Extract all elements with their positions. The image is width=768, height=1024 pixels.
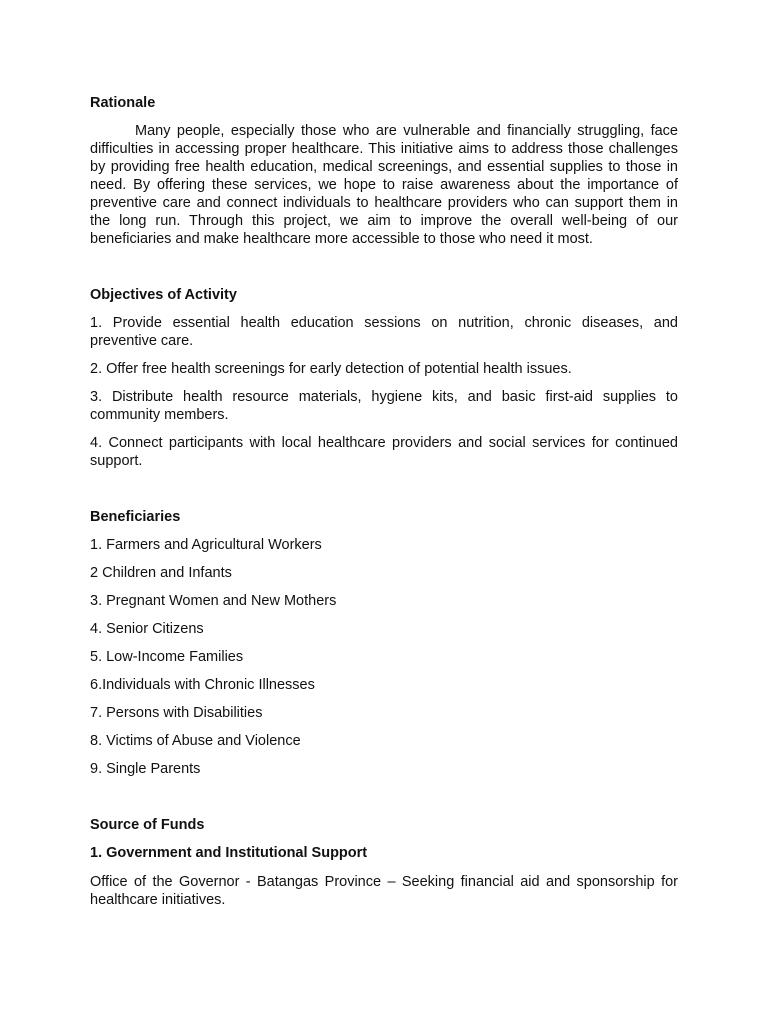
objective-item: 3. Distribute health resource materials, hygiene kits, and basic first-aid supplies to community members. <box>90 389 678 423</box>
beneficiaries-section <box>90 508 678 778</box>
funds-subheading: 1. Government and Institutional Support <box>90 845 368 861</box>
beneficiary-item: 7. Persons with Disabilities <box>90 705 263 721</box>
section-spacer <box>90 248 678 286</box>
beneficiary-item: 3. Pregnant Women and New Mothers <box>90 593 337 609</box>
document-body <box>90 94 678 909</box>
beneficiary-item: 4. Senior Citizens <box>90 621 204 637</box>
funds-section <box>90 816 678 909</box>
objective-item: 4. Connect participants with local healthcare providers and social services for continued support. <box>90 435 678 469</box>
objectives-heading: Objectives of Activity <box>90 287 237 303</box>
beneficiary-item: 8. Victims of Abuse and Violence <box>90 733 301 749</box>
beneficiaries-heading: Beneficiaries <box>90 509 181 525</box>
rationale-paragraph: Many people, especially those who are vulnerable and financially struggling, face difficulties in accessing proper healthcare. This initiative aims to address those challenges by providing free health education, medical screenings, and essential supplies to those in need. By offering these services, we hope to raise awareness about the importance of preventive care and connect individuals to healthcare providers who can support them in the long run. Through this project, we aim to improve the overall well-being of our beneficiaries and make healthcare more accessible to those who need it most. <box>90 123 678 247</box>
beneficiary-item: 2 Children and Infants <box>90 565 232 581</box>
beneficiary-item: 6.Individuals with Chronic Illnesses <box>90 677 315 693</box>
objectives-section <box>90 286 678 470</box>
funds-paragraph: Office of the Governor - Batangas Province – Seeking financial aid and sponsorship for healthcare initiatives. <box>90 874 678 908</box>
section-spacer <box>90 788 678 816</box>
objective-item: 1. Provide essential health education sessions on nutrition, chronic diseases, and preventive care. <box>90 315 678 349</box>
beneficiary-item: 9. Single Parents <box>90 761 201 777</box>
funds-heading: Source of Funds <box>90 817 205 833</box>
beneficiary-item: 1. Farmers and Agricultural Workers <box>90 537 322 553</box>
beneficiary-item: 5. Low-Income Families <box>90 649 244 665</box>
section-spacer <box>90 480 678 508</box>
rationale-heading: Rationale <box>90 95 156 111</box>
objective-item: 2. Offer free health screenings for early detection of potential health issues. <box>90 361 572 377</box>
rationale-section <box>90 94 678 248</box>
